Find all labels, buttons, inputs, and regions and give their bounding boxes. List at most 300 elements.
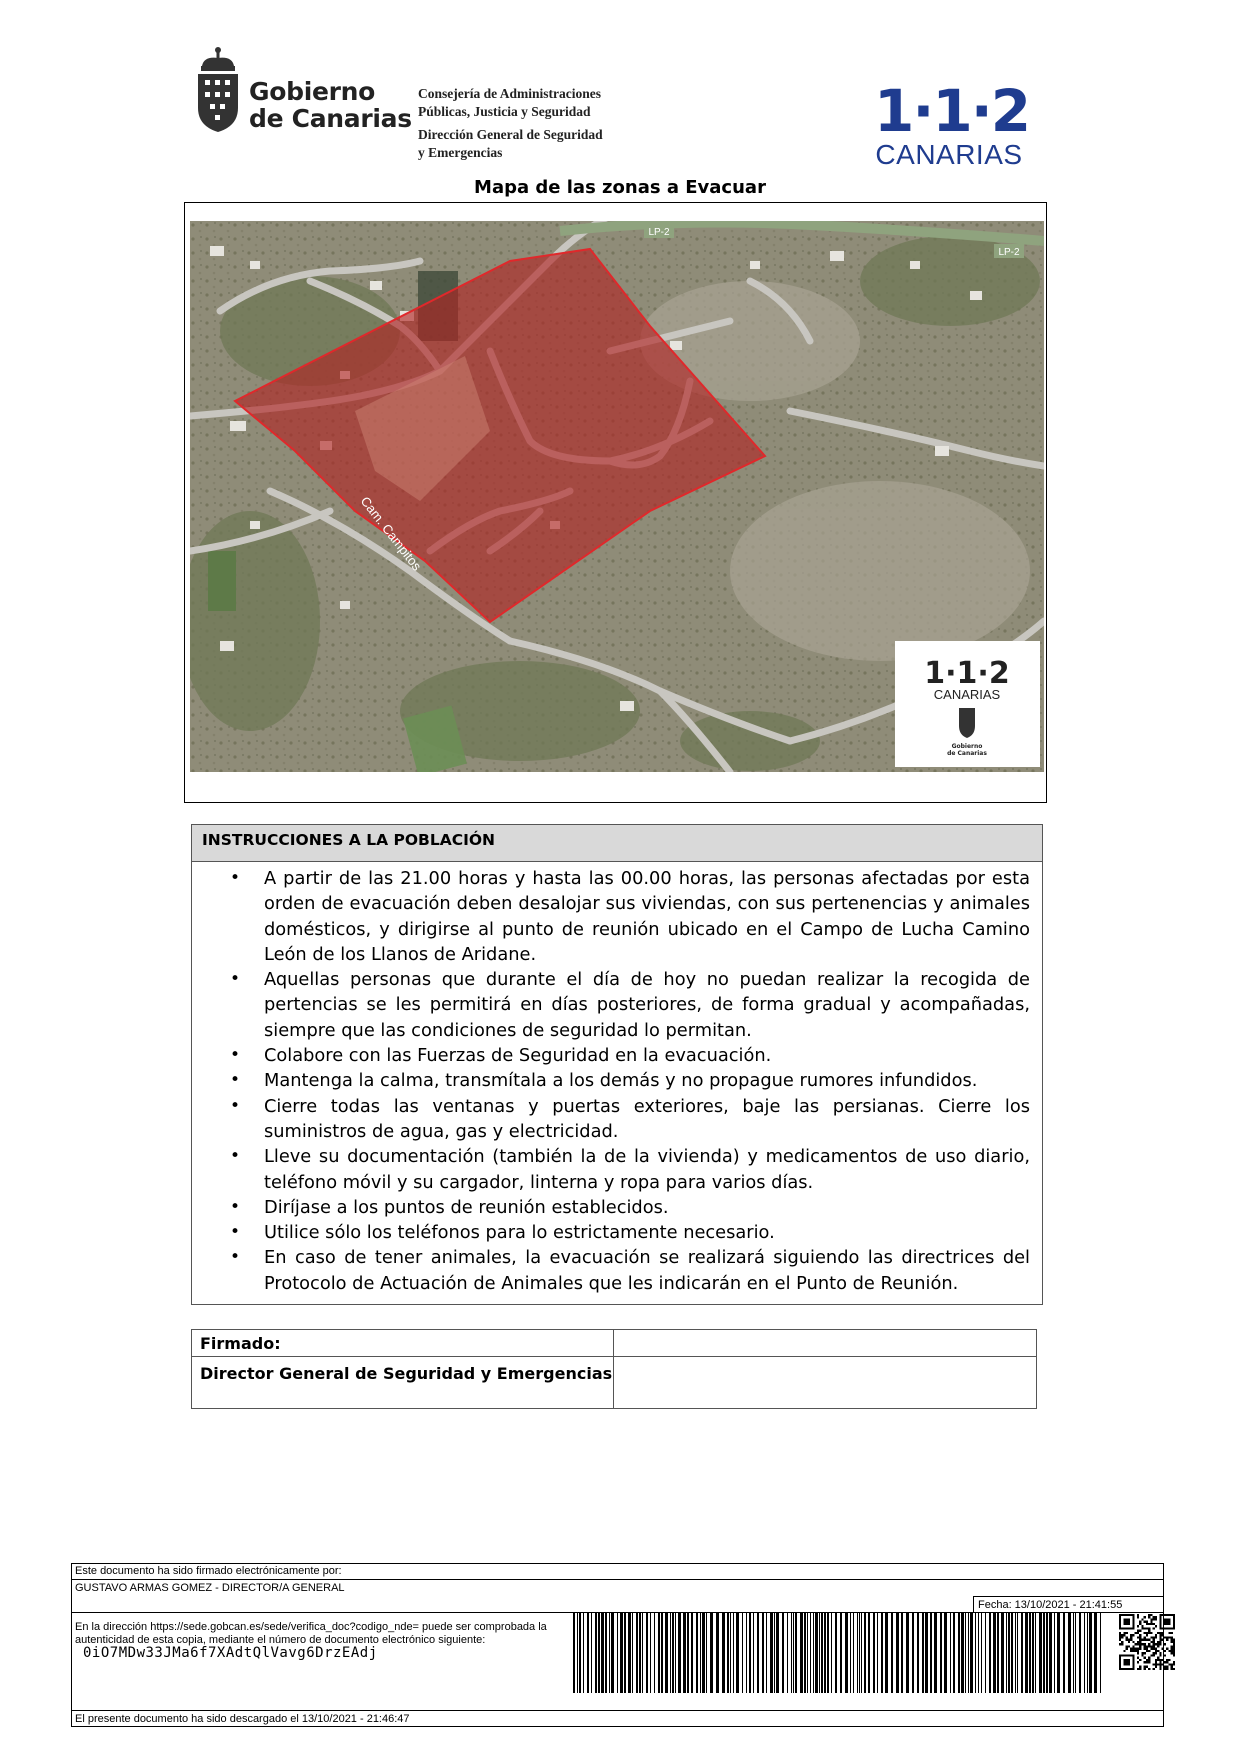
barcode-bar xyxy=(824,1613,826,1693)
qr-module xyxy=(1126,1632,1128,1634)
evacuation-map xyxy=(190,221,1044,772)
qr-module xyxy=(1146,1648,1148,1650)
qr-module xyxy=(1123,1623,1125,1625)
qr-module xyxy=(1150,1623,1152,1625)
qr-module xyxy=(1123,1661,1125,1663)
qr-module xyxy=(1132,1616,1134,1618)
qr-module xyxy=(1119,1663,1121,1665)
barcode-bar xyxy=(906,1613,909,1693)
instruction-item: • En caso de tener animales, la evacuación se realizará siguiendo las directrices del Protocolo de Actuación de Animales que les indicarán en el Punto de Reunión. xyxy=(264,1245,1030,1296)
barcode-bar xyxy=(776,1613,779,1693)
qr-module xyxy=(1155,1643,1157,1645)
consejeria-line2: Públicas, Justicia y Seguridad xyxy=(418,103,591,119)
qr-module xyxy=(1126,1648,1128,1650)
barcode-bar xyxy=(746,1613,747,1693)
barcode-bar xyxy=(965,1613,966,1693)
qr-module xyxy=(1119,1636,1121,1638)
qr-module xyxy=(1148,1645,1150,1647)
qr-module xyxy=(1144,1668,1146,1670)
qr-module xyxy=(1148,1630,1150,1632)
qr-module xyxy=(1146,1634,1148,1636)
qr-module xyxy=(1144,1648,1146,1650)
qr-module xyxy=(1119,1632,1121,1634)
qr-module xyxy=(1126,1623,1128,1625)
qr-module xyxy=(1164,1643,1166,1645)
consejeria-line1: Consejería de Administraciones xyxy=(418,86,601,101)
barcode-bar xyxy=(807,1613,808,1693)
qr-module xyxy=(1159,1654,1161,1656)
road-label-lp2-right xyxy=(994,244,1024,258)
qr-module xyxy=(1155,1661,1157,1663)
qr-module xyxy=(1166,1659,1168,1661)
gobierno-line2: de Canarias xyxy=(249,104,412,133)
qr-module xyxy=(1159,1666,1161,1668)
qr-module xyxy=(1144,1636,1146,1638)
qr-module xyxy=(1130,1654,1132,1656)
qr-module xyxy=(1139,1659,1141,1661)
instruction-item: • Diríjase a los puntos de reunión establecidos. xyxy=(264,1195,1030,1220)
qr-module xyxy=(1168,1627,1170,1629)
qr-module xyxy=(1168,1663,1170,1665)
barcode-bar xyxy=(1035,1613,1036,1693)
barcode-bar xyxy=(727,1613,729,1693)
qr-module xyxy=(1148,1661,1150,1663)
barcode-bar xyxy=(595,1613,597,1693)
barcode-bar xyxy=(736,1613,739,1693)
barcode-bar xyxy=(762,1613,764,1693)
qr-module xyxy=(1150,1614,1152,1616)
qr-module xyxy=(1144,1643,1146,1645)
qr-module xyxy=(1166,1666,1168,1668)
qr-module xyxy=(1135,1648,1137,1650)
barcode-bar xyxy=(706,1613,707,1693)
qr-module xyxy=(1168,1614,1170,1616)
footer-row-download xyxy=(72,1710,1163,1727)
instruction-item: • Lleve su documentación (también la de la vivienda) y medicamentos de uso diario, teléfono móvil y su cargador, linterna y ropa para varios días. xyxy=(264,1144,1030,1195)
barcode-bar xyxy=(840,1613,842,1693)
qr-module xyxy=(1126,1659,1128,1661)
barcode-bar xyxy=(665,1613,668,1693)
qr-module xyxy=(1164,1668,1166,1670)
qr-module xyxy=(1148,1650,1150,1652)
barcode-bar xyxy=(658,1613,660,1693)
qr-module xyxy=(1144,1639,1146,1641)
barcode-bar xyxy=(1087,1613,1088,1693)
qr-module xyxy=(1139,1630,1141,1632)
verification-text xyxy=(75,1621,555,1661)
qr-module xyxy=(1119,1618,1121,1620)
qr-module xyxy=(1164,1621,1166,1623)
qr-module xyxy=(1155,1625,1157,1627)
qr-module xyxy=(1132,1663,1134,1665)
qr-module xyxy=(1155,1618,1157,1620)
instruction-item: • A partir de las 21.00 horas y hasta las 00.00 horas, las personas afectadas por esta orden de evacuación deben desalojar sus viviendas, con sus pertenencias y animales domésticos, y dirigirse al punto de reunión ubicado en el Campo de Lucha Camino León de los Llanos de Aridane. xyxy=(264,866,1030,967)
barcode-bar xyxy=(861,1613,862,1693)
instruction-item: • Aquellas personas que durante el día de hoy no puedan realizar la recogida de pertencias se les permitirá en días posteriores, de forma gradual y acompañadas, siempre que las condiciones de seguridad lo permitan. xyxy=(264,967,1030,1043)
qr-module xyxy=(1119,1643,1121,1645)
qr-module xyxy=(1166,1627,1168,1629)
qr-module xyxy=(1150,1641,1152,1643)
barcode-bar xyxy=(1001,1613,1004,1693)
logo-112-canarias xyxy=(874,77,1030,170)
qr-module xyxy=(1121,1668,1123,1670)
qr-module xyxy=(1130,1650,1132,1652)
barcode-bar xyxy=(968,1613,969,1693)
qr-module xyxy=(1153,1645,1155,1647)
barcode-bar xyxy=(678,1613,681,1693)
qr-module xyxy=(1153,1639,1155,1641)
qr-module xyxy=(1173,1614,1175,1616)
qr-module xyxy=(1157,1663,1159,1665)
qr-module xyxy=(1132,1641,1134,1643)
qr-module xyxy=(1157,1650,1159,1652)
barcode-bar xyxy=(922,1613,924,1693)
qr-module xyxy=(1162,1639,1164,1641)
qr-module xyxy=(1157,1645,1159,1647)
qr-module xyxy=(1150,1636,1152,1638)
barcode-bar xyxy=(961,1613,964,1693)
qr-module xyxy=(1171,1614,1173,1616)
logo-112-text: CANARIAS xyxy=(875,139,1023,170)
barcode-bar xyxy=(642,1613,643,1693)
qr-module xyxy=(1166,1636,1168,1638)
qr-module xyxy=(1139,1666,1141,1668)
barcode-bar xyxy=(885,1613,888,1693)
barcode-bar xyxy=(800,1613,803,1693)
qr-module xyxy=(1166,1618,1168,1620)
barcode-bar xyxy=(587,1613,589,1693)
barcode-bar xyxy=(722,1613,725,1693)
qr-module xyxy=(1146,1645,1148,1647)
qr-module xyxy=(1139,1634,1141,1636)
qr-module xyxy=(1166,1621,1168,1623)
qr-module xyxy=(1119,1666,1121,1668)
inset-crest-icon xyxy=(959,708,975,738)
barcode-bar xyxy=(670,1613,671,1693)
qr-module xyxy=(1159,1663,1161,1665)
qr-module xyxy=(1146,1666,1148,1668)
qr-module xyxy=(1128,1639,1130,1641)
barcode-bar xyxy=(864,1613,866,1693)
qr-module xyxy=(1137,1652,1139,1654)
qr-module xyxy=(1159,1614,1161,1616)
qr-module xyxy=(1132,1648,1134,1650)
qr-module xyxy=(1137,1648,1139,1650)
qr-module xyxy=(1166,1668,1168,1670)
barcode-bar xyxy=(691,1613,693,1693)
qr-module xyxy=(1164,1636,1166,1638)
barcode-bar xyxy=(702,1613,705,1693)
qr-module xyxy=(1164,1627,1166,1629)
qr-module xyxy=(1123,1650,1125,1652)
qr-module xyxy=(1135,1632,1137,1634)
qr-module xyxy=(1173,1627,1175,1629)
qr-module xyxy=(1173,1650,1175,1652)
barcode-bar xyxy=(620,1613,623,1693)
barcode-bar xyxy=(891,1613,893,1693)
qr-module xyxy=(1121,1654,1123,1656)
signature-date: Fecha: 13/10/2021 - 21:41:55 xyxy=(973,1596,1163,1613)
barcode-bar xyxy=(1089,1613,1092,1693)
barcode-bar xyxy=(934,1613,937,1693)
qr-module xyxy=(1121,1614,1123,1616)
barcode-bar xyxy=(661,1613,663,1693)
qr-module xyxy=(1123,1663,1125,1665)
barcode-bar xyxy=(749,1613,751,1693)
gobierno-wordmark xyxy=(249,78,412,132)
qr-module xyxy=(1126,1614,1128,1616)
qr-module xyxy=(1168,1659,1170,1661)
qr-module xyxy=(1130,1668,1132,1670)
qr-module xyxy=(1119,1614,1121,1616)
barcode-bar xyxy=(1021,1613,1023,1693)
qr-module xyxy=(1164,1661,1166,1663)
qr-module xyxy=(1150,1645,1152,1647)
qr-module xyxy=(1139,1621,1141,1623)
barcode-bar xyxy=(940,1613,942,1693)
barcode-bar xyxy=(1057,1613,1060,1693)
instructions-list xyxy=(192,862,1042,1304)
qr-module xyxy=(1168,1621,1170,1623)
qr-module xyxy=(1137,1661,1139,1663)
qr-module xyxy=(1159,1652,1161,1654)
qr-module xyxy=(1153,1648,1155,1650)
qr-module xyxy=(1148,1627,1150,1629)
qr-module xyxy=(1153,1616,1155,1618)
qr-module xyxy=(1135,1643,1137,1645)
qr-module xyxy=(1123,1618,1125,1620)
road-label-lp2-left-text: LP-2 xyxy=(648,227,670,238)
barcode-bar xyxy=(845,1613,848,1693)
barcode-bar xyxy=(881,1613,883,1693)
barcode-bar xyxy=(757,1613,759,1693)
qr-module xyxy=(1155,1652,1157,1654)
inset-112-number: 1·1·2 xyxy=(924,656,1010,691)
qr-module xyxy=(1132,1659,1134,1661)
qr-module xyxy=(1144,1657,1146,1659)
qr-module xyxy=(1157,1659,1159,1661)
qr-module xyxy=(1155,1648,1157,1650)
qr-module xyxy=(1164,1650,1166,1652)
barcode-bar xyxy=(1006,1613,1007,1693)
barcode-bar xyxy=(873,1613,875,1693)
barcode-bar xyxy=(696,1613,698,1693)
qr-module xyxy=(1137,1636,1139,1638)
qr-module xyxy=(1153,1643,1155,1645)
qr-module xyxy=(1144,1621,1146,1623)
barcode-bar xyxy=(815,1613,818,1693)
qr-module xyxy=(1153,1663,1155,1665)
barcode-bar xyxy=(1049,1613,1052,1693)
qr-module xyxy=(1148,1659,1150,1661)
consejeria-block xyxy=(418,85,603,161)
qr-module xyxy=(1171,1639,1173,1641)
barcode-bar xyxy=(868,1613,870,1693)
qr-module xyxy=(1128,1661,1130,1663)
qr-module xyxy=(1162,1634,1164,1636)
qr-module xyxy=(1132,1668,1134,1670)
qr-module xyxy=(1168,1632,1170,1634)
qr-module xyxy=(1159,1618,1161,1620)
qr-module xyxy=(1153,1654,1155,1656)
qr-module xyxy=(1132,1614,1134,1616)
qr-module xyxy=(1132,1621,1134,1623)
qr-module xyxy=(1130,1634,1132,1636)
qr-module xyxy=(1173,1616,1175,1618)
barcode-bar xyxy=(1039,1613,1042,1693)
barcode-bar xyxy=(598,1613,600,1693)
green-field xyxy=(208,551,236,611)
barcode-bar xyxy=(639,1613,641,1693)
qr-module xyxy=(1153,1623,1155,1625)
barcode-bar xyxy=(624,1613,626,1693)
qr-module xyxy=(1173,1625,1175,1627)
qr-module xyxy=(1139,1623,1141,1625)
qr-module xyxy=(1144,1632,1146,1634)
barcode-bar xyxy=(579,1613,581,1693)
barcode-bar xyxy=(925,1613,928,1693)
qr-module xyxy=(1123,1654,1125,1656)
barcode-bar xyxy=(795,1613,797,1693)
barcode-bar xyxy=(787,1613,788,1693)
qr-module xyxy=(1148,1616,1150,1618)
barcode-bar xyxy=(770,1613,773,1693)
barcode-bar xyxy=(1046,1613,1048,1693)
qr-module xyxy=(1123,1659,1125,1661)
qr-module xyxy=(1164,1666,1166,1668)
footer-row-signer xyxy=(72,1580,1163,1613)
instructions-heading: INSTRUCCIONES A LA POBLACIÓN xyxy=(192,825,1042,862)
qr-module xyxy=(1173,1643,1175,1645)
map-inset-112-logo xyxy=(895,641,1040,767)
qr-module xyxy=(1119,1621,1121,1623)
qr-module xyxy=(1130,1648,1132,1650)
road-label-lp2-right-text: LP-2 xyxy=(998,247,1020,258)
qr-module xyxy=(1168,1636,1170,1638)
qr-module xyxy=(1173,1654,1175,1656)
qr-module xyxy=(1157,1657,1159,1659)
qr-module xyxy=(1150,1654,1152,1656)
barcode-bar xyxy=(819,1613,820,1693)
barcode-bar xyxy=(742,1613,743,1693)
barcode-bar xyxy=(1079,1613,1081,1693)
qr-module xyxy=(1159,1661,1161,1663)
barcode-bar xyxy=(1032,1613,1034,1693)
qr-module xyxy=(1123,1668,1125,1670)
qr-module xyxy=(1128,1641,1130,1643)
qr-module xyxy=(1139,1641,1141,1643)
qr-module xyxy=(1173,1663,1175,1665)
qr-module xyxy=(1146,1639,1148,1641)
qr-module xyxy=(1121,1634,1123,1636)
barcode-bar xyxy=(985,1613,986,1693)
signer-title: Director General de Seguridad y Emergencias xyxy=(200,1364,613,1383)
document-code: 0iO7MDw33JMa6f7XAdtQlVavg6DrzEAdj xyxy=(83,1645,378,1661)
qr-module xyxy=(1150,1632,1152,1634)
instruction-item: • Cierre todas las ventanas y puertas exteriores, baje las persianas. Cierre los suministros de agua, gas y electricidad. xyxy=(264,1094,1030,1145)
qr-module xyxy=(1162,1627,1164,1629)
barcode-bar xyxy=(1029,1613,1031,1693)
qr-module xyxy=(1139,1645,1141,1647)
qr-module xyxy=(1159,1625,1161,1627)
qr-module xyxy=(1171,1636,1173,1638)
barcode-bar xyxy=(978,1613,979,1693)
barcode-bar xyxy=(813,1613,814,1693)
qr-module xyxy=(1173,1645,1175,1647)
street-label-cam-campitos: Cam. Campitos xyxy=(357,493,425,574)
qr-module xyxy=(1137,1650,1139,1652)
qr-module xyxy=(1146,1632,1148,1634)
qr-module xyxy=(1153,1618,1155,1620)
barcode-bar xyxy=(930,1613,932,1693)
qr-module xyxy=(1153,1668,1155,1670)
qr-module xyxy=(1157,1643,1159,1645)
qr-module xyxy=(1157,1632,1159,1634)
inset-112-text: CANARIAS xyxy=(933,687,1001,702)
barcode-bar xyxy=(646,1613,648,1693)
qr-module xyxy=(1171,1645,1173,1647)
barcode-bar xyxy=(896,1613,899,1693)
barcode-bar xyxy=(1068,1613,1071,1693)
qr-module xyxy=(1121,1641,1123,1643)
qr-module xyxy=(1126,1654,1128,1656)
qr-module xyxy=(1128,1627,1130,1629)
qr-module xyxy=(1173,1661,1175,1663)
barcode-bar xyxy=(958,1613,960,1693)
inset-gob-line1: Gobierno xyxy=(951,743,983,750)
qr-module xyxy=(1126,1621,1128,1623)
barcode-bar xyxy=(628,1613,631,1693)
qr-module xyxy=(1168,1650,1170,1652)
qr-module xyxy=(1173,1618,1175,1620)
qr-module xyxy=(1155,1666,1157,1668)
qr-module xyxy=(1173,1641,1175,1643)
barcode-bar xyxy=(636,1613,638,1693)
qr-module xyxy=(1155,1659,1157,1661)
qr-module xyxy=(1119,1616,1121,1618)
qr-module xyxy=(1123,1627,1125,1629)
qr-module xyxy=(1164,1618,1166,1620)
barcode-bar xyxy=(791,1613,792,1693)
qr-module xyxy=(1137,1625,1139,1627)
qr-module xyxy=(1173,1648,1175,1650)
qr-module xyxy=(1164,1623,1166,1625)
barcode-bar xyxy=(591,1613,592,1693)
barcode-bar xyxy=(993,1613,996,1693)
qr-module xyxy=(1173,1623,1175,1625)
qr-module xyxy=(1146,1623,1148,1625)
qr-module xyxy=(1126,1663,1128,1665)
qr-module xyxy=(1119,1625,1121,1627)
qr-module xyxy=(1128,1645,1130,1647)
qr-module xyxy=(1146,1659,1148,1661)
barcode-bar xyxy=(710,1613,713,1693)
barcode-bar xyxy=(831,1613,832,1693)
qr-module xyxy=(1148,1643,1150,1645)
qr-module xyxy=(1128,1668,1130,1670)
qr-module xyxy=(1159,1627,1161,1629)
qr-module xyxy=(1119,1654,1121,1656)
qr-module xyxy=(1137,1630,1139,1632)
qr-module xyxy=(1153,1652,1155,1654)
qr-module xyxy=(1137,1668,1139,1670)
inset-gob-line2: de Canarias xyxy=(947,750,987,757)
qr-module xyxy=(1173,1668,1175,1670)
qr-module xyxy=(1119,1657,1121,1659)
qr-module xyxy=(1126,1618,1128,1620)
qr-module xyxy=(1144,1661,1146,1663)
barcode-bar xyxy=(912,1613,914,1693)
